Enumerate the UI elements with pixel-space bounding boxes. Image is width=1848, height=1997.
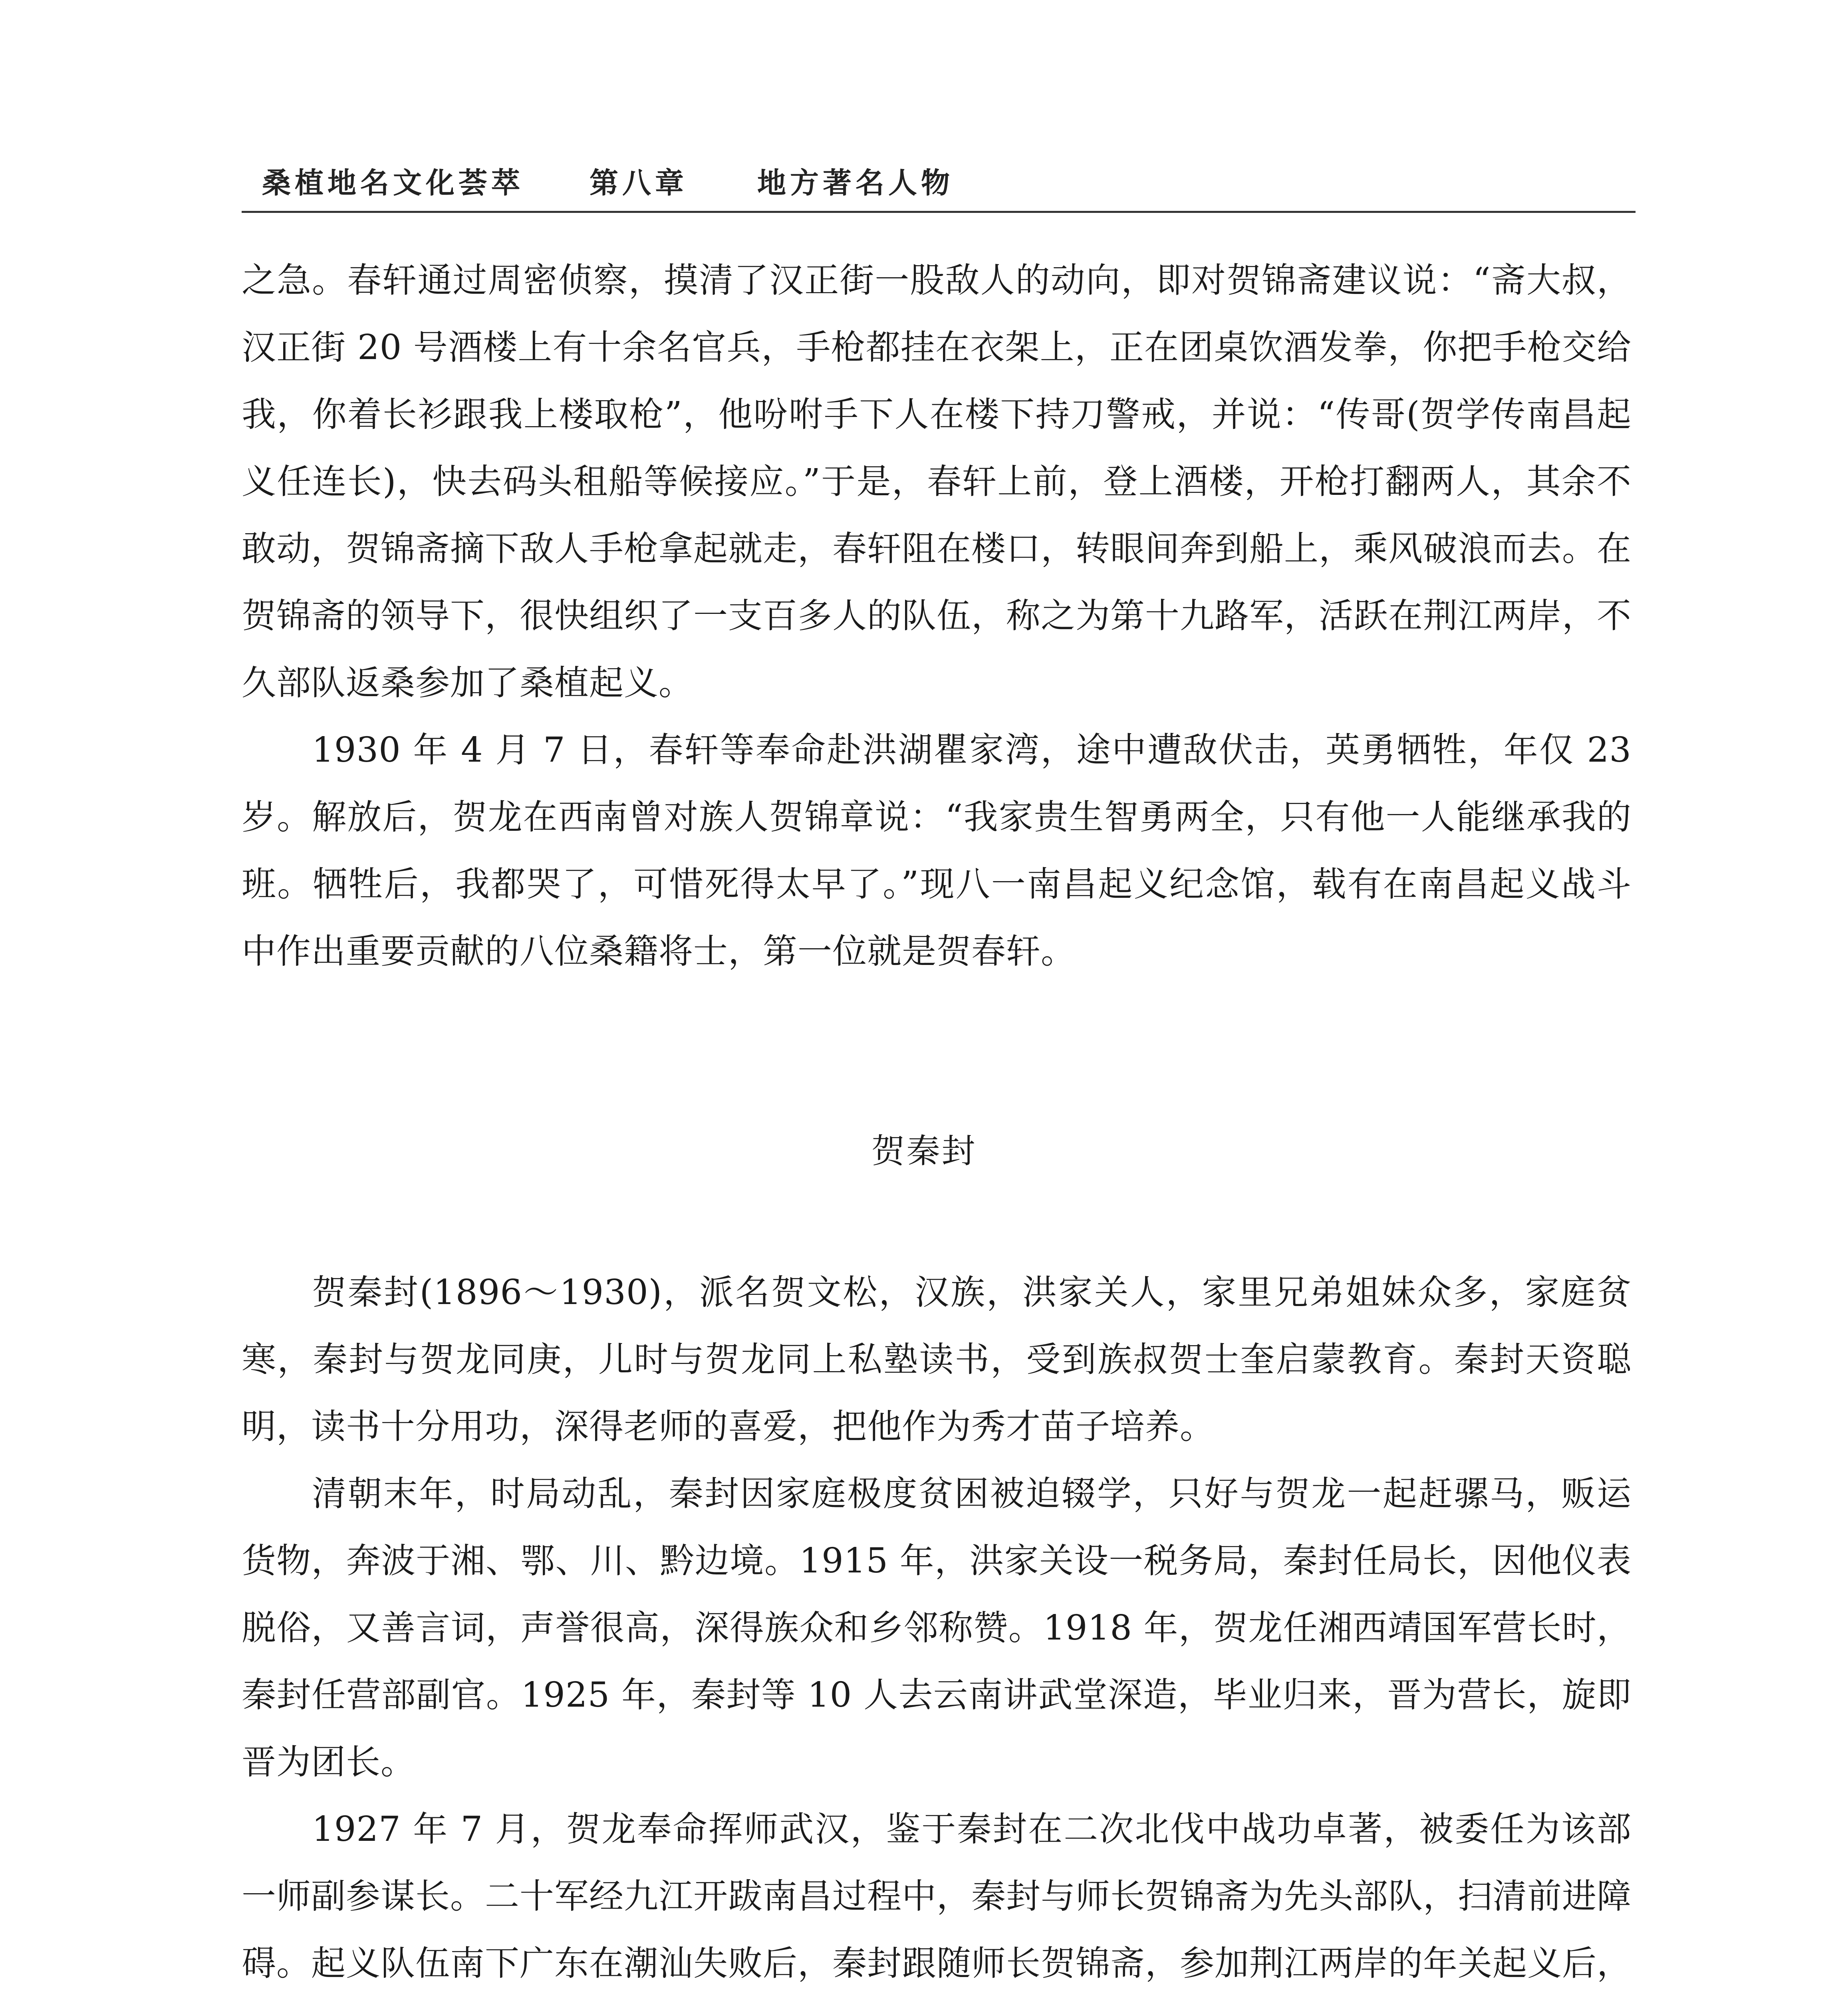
section-title: 贺秦封 [871, 1132, 977, 1171]
paragraph: 清朝末年，时局动乱，秦封因家庭极度贫困被迫辍学，只好与贺龙一起赶骡马，贩运货物，奔波于湘、鄂、川、黔边境。1915 年，洪家关设一税务局，秦封任局长，因他仪表脱俗，又善言词，声誉很高，深得族众和乡邻称赞。1918 年，贺龙任湘西靖国军营长时，秦封任营部副官。1925 年，秦封等 10 人去云南讲武堂深造，毕业归来，晋为营长，旋即晋为团长。 [242, 1474, 1632, 1782]
paragraph: 1927 年 7 月，贺龙奉命挥师武汉，鉴于秦封在二次北伐中战功卓著，被委任为该部一师副参谋长。二十军经九江开跋南昌过程中，秦封与师长贺锦斋为先头部队，扫清前进障碍。起义队伍南下广东在潮汕失败后，秦封跟随师长贺锦斋，参加荆江两岸的年关起义后， [242, 1809, 1632, 1983]
paragraph: 之急。春轩通过周密侦察，摸清了汉正街一股敌人的动向，即对贺锦斋建议说：“斋大叔，汉正街 20 号酒楼上有十余名官兵，手枪都挂在衣架上，正在团桌饮酒发拳，你把手枪交给我，你着长衫跟我上楼取枪”，他吩咐手下人在楼下持刀警戒，并说：“传哥(贺学传南昌起义任连长)，快去码头租船等候接应。”于是，春轩上前，登上酒楼，开枪打翻两人，其余不敢动，贺锦斋摘下敌人手枪拿起就走，春轩阻在楼口，转眼间奔到船上，乘风破浪而去。在贺锦斋的领导下，很快组织了一支百多人的队伍，称之为第十九路军，活跃在荆江两岸，不久部队返桑参加了桑植起义。 [242, 260, 1632, 703]
paragraph: 贺秦封(1896～1930)，派名贺文松，汉族，洪家关人，家里兄弟姐妹众多，家庭贫寒，秦封与贺龙同庚，儿时与贺龙同上私塾读书，受到族叔贺士奎启蒙教育。秦封天资聪明，读书十分用功，深得老师的喜爱，把他作为秀才苗子培养。 [242, 1272, 1632, 1447]
passage-two [242, 1259, 1632, 1997]
header-section: 地方著名人物 [757, 166, 954, 200]
header-divider [242, 211, 1636, 213]
header-chapter: 第八章 [590, 166, 688, 200]
paragraph: 1930 年 4 月 7 日，春轩等奉命赴洪湖瞿家湾，途中遭敌伏击，英勇牺牲，年仅 23 岁。解放后，贺龙在西南曾对族人贺锦章说：“我家贵生智勇两全，只有他一人能继承我的班。牺牲后，我都哭了，可惜死得太早了。”现八一南昌起义纪念馆，载有在南昌起义战斗中作出重要贡献的八位桑籍将士，第一位就是贺春轩。 [242, 730, 1632, 971]
passage-one [242, 247, 1632, 985]
header-book-title: 桑植地名文化荟萃 [262, 166, 524, 200]
running-header [262, 156, 1634, 212]
